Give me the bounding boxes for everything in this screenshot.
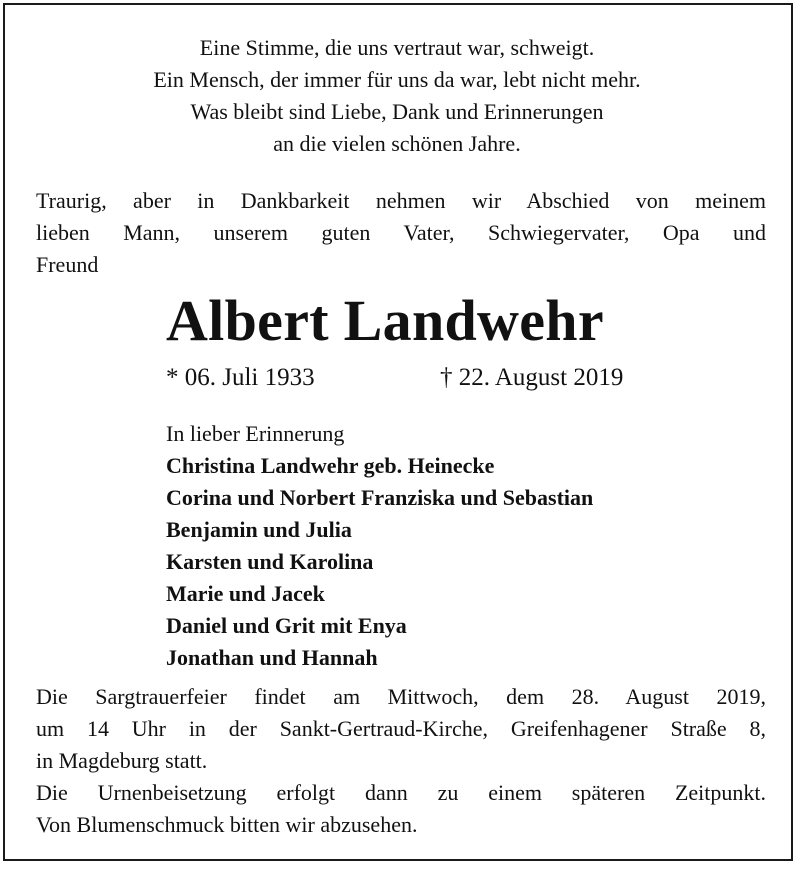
intro-line: Traurig, aber in Dankbarkeit nehmen wir Abschied von meinem xyxy=(36,188,766,213)
family-member: Benjamin und Julia xyxy=(166,517,352,542)
family-member: Corina und Norbert Franziska und Sebastian xyxy=(166,485,594,510)
poem-line: an die vielen schönen Jahre. xyxy=(273,131,521,156)
poem-line: Was bleibt sind Liebe, Dank und Erinnerungen xyxy=(190,99,604,124)
deceased-name: Albert Landwehr xyxy=(166,288,604,353)
closing-line: um 14 Uhr in der Sankt-Gertraud-Kirche, Greifenhagener Straße 8, xyxy=(36,716,766,741)
family-member: Marie und Jacek xyxy=(166,581,325,606)
family-member: Christina Landwehr geb. Heinecke xyxy=(166,453,495,478)
family-heading: In lieber Erinnerung xyxy=(166,421,345,446)
family-list xyxy=(166,418,593,674)
intro-line: Freund xyxy=(36,252,99,277)
intro-line: lieben Mann, unserem guten Vater, Schwiegervater, Opa und xyxy=(36,220,766,245)
family-member: Jonathan und Hannah xyxy=(166,645,378,670)
closing-line: in Magdeburg statt. xyxy=(36,748,208,773)
poem-verse xyxy=(0,32,794,160)
family-member: Daniel und Grit mit Enya xyxy=(166,613,407,638)
birth-date: * 06. Juli 1933 xyxy=(166,364,315,391)
death-date: † 22. August 2019 xyxy=(440,364,624,391)
intro-text xyxy=(36,185,766,281)
closing-line: Die Sargtrauerfeier findet am Mittwoch, dem 28. August 2019, xyxy=(36,684,766,709)
closing-line: Die Urnenbeisetzung erfolgt dann zu einem späteren Zeitpunkt. xyxy=(36,780,766,805)
poem-line: Eine Stimme, die uns vertraut war, schweigt. xyxy=(199,35,595,60)
closing-line: Von Blumenschmuck bitten wir abzusehen. xyxy=(36,812,418,837)
poem-line: Ein Mensch, der immer für uns da war, lebt nicht mehr. xyxy=(153,67,641,92)
family-member: Karsten und Karolina xyxy=(166,549,374,574)
closing-text xyxy=(36,681,766,841)
